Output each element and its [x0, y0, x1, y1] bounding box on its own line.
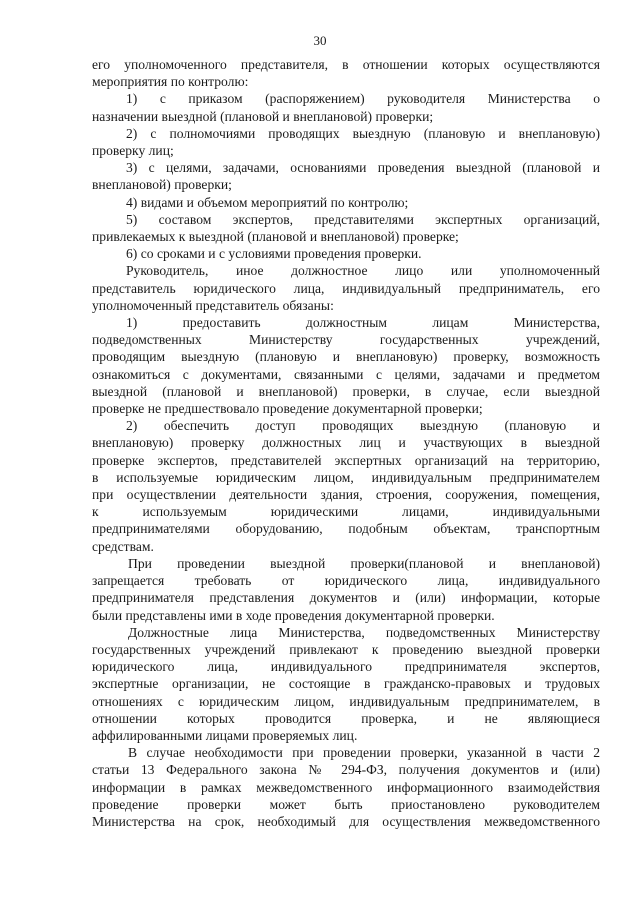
text-line: аффилированными лицами проверяемых лиц. [92, 727, 358, 743]
text-line: внеплановую) проверку должностных лиц и участвующих в выездной [92, 435, 600, 451]
text-line: экспертные организации, не состоящие в гражданско-правовых и трудовых [92, 676, 600, 692]
text-line: привлекаемых к выездной (плановой и внеплановой) проверке; [92, 229, 459, 245]
text-line: 4) видами и объемом мероприятий по контролю; [126, 194, 409, 210]
text-line: 2) с полномочиями проводящих выездную (плановую и внеплановую) [126, 125, 600, 141]
text-line: 6) со сроками и с условиями проведения проверки. [126, 246, 422, 262]
text-line: государственных учреждений привлекают к проведению выездной проверки [92, 641, 600, 657]
text-line: в используемые юридическим лицом, индивидуальным предпринимателем [92, 469, 600, 485]
text-line: проверку лиц; [92, 143, 174, 159]
text-line: При проведении выездной проверки(плановой и внеплановой) [128, 555, 600, 571]
text-line: 2) обеспечить доступ проводящих выездную (плановую и [126, 418, 600, 434]
page-number: 30 [313, 33, 327, 48]
text-line: представитель юридического лица, индивидуальный предприниматель, его [92, 280, 600, 296]
text-line: информации в рамках межведомственного информационного взаимодействия [92, 779, 600, 795]
text-line: В случае необходимости при проведении проверки, указанной в части 2 [128, 745, 600, 761]
text-line: ознакомиться с документами, связанными с целями, задачами и предметом [92, 366, 600, 382]
text-line: уполномоченный представитель обязаны: [92, 297, 334, 313]
text-line: мероприятия по контролю: [92, 74, 249, 90]
text-line: средствам. [92, 538, 154, 554]
text-line: статьи 13 Федерального закона № 294-ФЗ, получения документов и (или) [92, 762, 600, 778]
text-line: проведение проверки может быть приостановлено руководителем [92, 796, 600, 812]
text-line: 1) предоставить должностным лицам Министерства, [126, 315, 600, 331]
text-line: Руководитель, иное должностное лицо или уполномоченный [126, 263, 600, 279]
text-line: запрещается требовать от юридического лица, индивидуального [92, 573, 600, 589]
text-line: к используемым юридическими лицами, индивидуальными [92, 504, 600, 520]
text-line: отношениях с юридическим лицом, индивидуальным предпринимателем, в [92, 693, 600, 709]
text-line: юридического лица, индивидуального предпринимателя экспертов, [92, 659, 600, 675]
text-line: его уполномоченного представителя, в отношении которых осуществляются [92, 57, 600, 72]
text-line: подведомственных Министерству государственных учреждений, [92, 332, 600, 348]
text-line: выездной (плановой и внеплановой) проверки, в случае, если выездной [92, 383, 600, 399]
text-line: Должностные лица Министерства, подведомственных Министерству [128, 624, 600, 640]
text-line: 3) с целями, задачами, основаниями проведения выездной (плановой и [126, 160, 600, 176]
text-line: отношении которых проводится проверка, и не являющиеся [92, 710, 600, 726]
text-line: Министерства на срок, необходимый для осуществления межведомственного [92, 813, 600, 829]
text-line: назначении выездной (плановой и внеплановой) проверки; [92, 108, 434, 124]
text-line: 5) составом экспертов, представителями экспертных организаций, [126, 211, 600, 227]
text-line: предпринимателями оборудованию, подобным объектам, транспортным [92, 521, 600, 537]
text-line: проверке экспертов, представителей экспертных организаций на территорию, [92, 452, 600, 468]
text-line: проверке не предшествовало проведение документарной проверки; [92, 401, 483, 417]
text-line: при осуществлении деятельности здания, строения, сооружения, помещения, [92, 487, 600, 503]
document-body [92, 56, 600, 830]
text-line: внеплановой) проверки; [92, 177, 232, 193]
text-line: были представлены ими в ходе проведения документарной проверки. [92, 607, 495, 623]
text-line: предпринимателя представления документов и (или) информации, которые [92, 590, 600, 606]
text-line: 1) с приказом (распоряжением) руководителя Министерства о [126, 91, 600, 107]
text-line: проводящим выездную (плановую и внеплановую) проверку, возможность [92, 349, 600, 365]
